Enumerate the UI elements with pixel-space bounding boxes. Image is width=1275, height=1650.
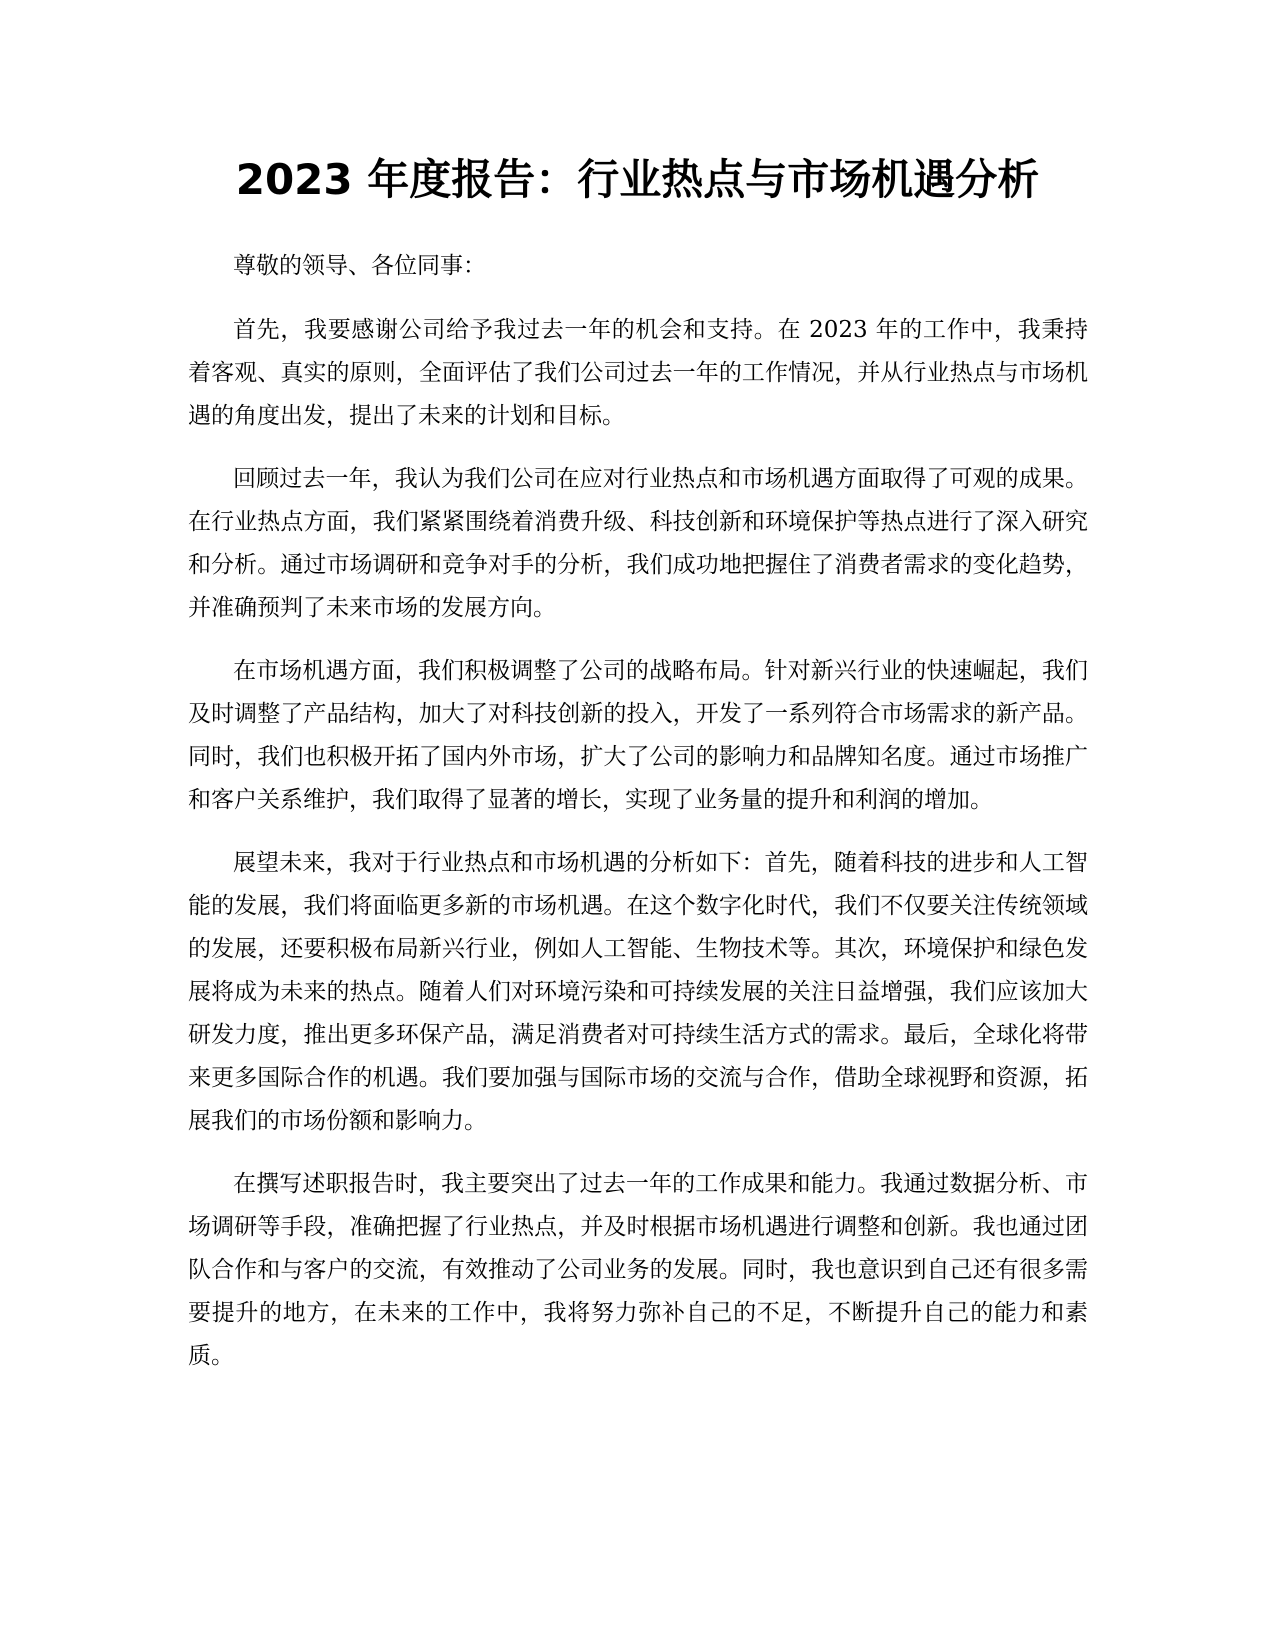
document-title: 2023 年度报告：行业热点与市场机遇分析 bbox=[235, 155, 1040, 204]
paragraph-2: 回顾过去一年，我认为我们公司在应对行业热点和市场机遇方面取得了可观的成果。在行业热点方面，我们紧紧围绕着消费升级、科技创新和环境保护等热点进行了深入研究和分析。通过市场调研和竞争对手的分析，我们成功地把握住了消费者需求的变化趋势，并准确预判了未来市场的发展方向。 bbox=[188, 466, 1088, 621]
paragraph-3: 在市场机遇方面，我们积极调整了公司的战略布局。针对新兴行业的快速崛起，我们及时调整了产品结构，加大了对科技创新的投入，开发了一系列符合市场需求的新产品。同时，我们也积极开拓了国内外市场，扩大了公司的影响力和品牌知名度。通过市场推广和客户关系维护，我们取得了显著的增长，实现了业务量的提升和利润的增加。 bbox=[188, 658, 1088, 813]
document-body bbox=[188, 245, 1088, 1398]
paragraph-4: 展望未来，我对于行业热点和市场机遇的分析如下：首先，随着科技的进步和人工智能的发展，我们将面临更多新的市场机遇。在这个数字化时代，我们不仅要关注传统领域的发展，还要积极布局新兴行业，例如人工智能、生物技术等。其次，环境保护和绿色发展将成为未来的热点。随着人们对环境污染和可持续发展的关注日益增强，我们应该加大研发力度，推出更多环保产品，满足消费者对可持续生活方式的需求。最后，全球化将带来更多国际合作的机遇。我们要加强与国际市场的交流与合作，借助全球视野和资源，拓展我们的市场份额和影响力。 bbox=[188, 850, 1088, 1134]
paragraph-5: 在撰写述职报告时，我主要突出了过去一年的工作成果和能力。我通过数据分析、市场调研等手段，准确把握了行业热点，并及时根据市场机遇进行调整和创新。我也通过团队合作和与客户的交流，有效推动了公司业务的发展。同时，我也意识到自己还有很多需要提升的地方，在未来的工作中，我将努力弥补自己的不足，不断提升自己的能力和素质。 bbox=[188, 1171, 1088, 1369]
paragraph-1: 首先，我要感谢公司给予我过去一年的机会和支持。在 2023 年的工作中，我秉持着客观、真实的原则，全面评估了我们公司过去一年的工作情况，并从行业热点与市场机遇的角度出发，提出了未来的计划和目标。 bbox=[188, 317, 1088, 429]
salutation: 尊敬的领导、各位同事： bbox=[233, 253, 486, 279]
